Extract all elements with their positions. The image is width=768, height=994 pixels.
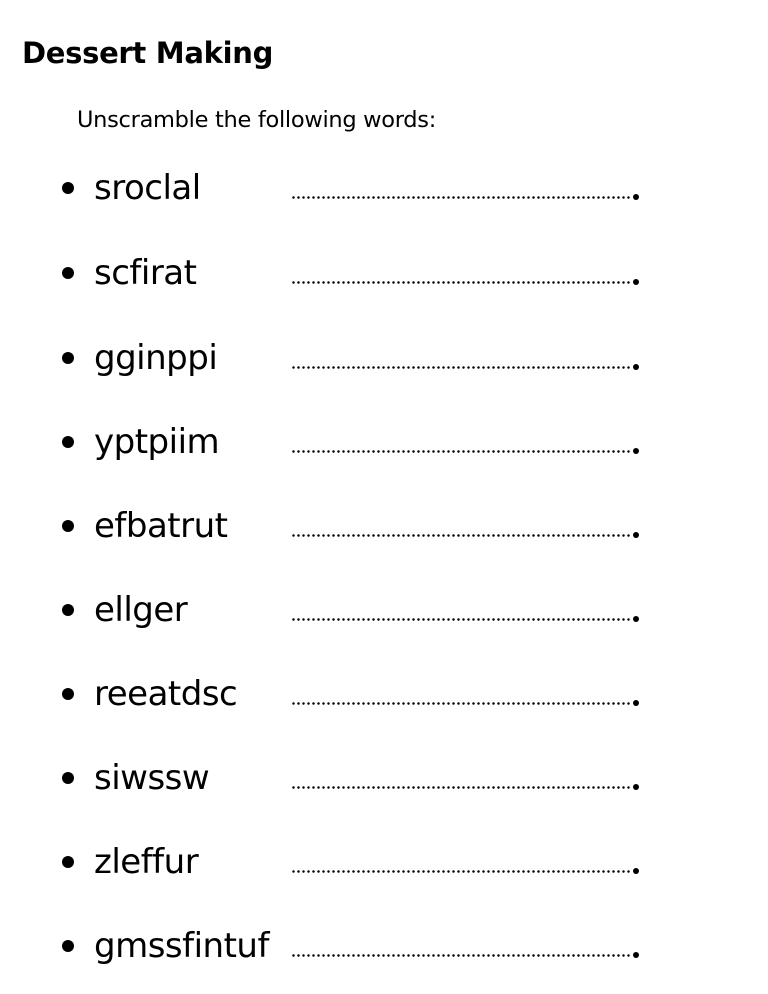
answer-blank-end xyxy=(633,952,639,958)
answer-blank[interactable] xyxy=(291,870,630,873)
bullet-icon xyxy=(62,604,74,616)
scrambled-word: ellger xyxy=(94,590,188,630)
bullet-icon xyxy=(62,772,74,784)
bullet-icon xyxy=(62,182,74,194)
answer-blank-end xyxy=(633,868,639,874)
scrambled-word: zleffur xyxy=(94,842,199,882)
scrambled-word: yptpiim xyxy=(94,422,220,462)
list-item xyxy=(0,754,768,802)
answer-blank-end xyxy=(633,700,639,706)
list-item xyxy=(0,922,768,970)
answer-blank-end xyxy=(633,194,639,200)
answer-blank[interactable] xyxy=(291,786,630,789)
list-item xyxy=(0,586,768,634)
list-item xyxy=(0,334,768,382)
scrambled-word: scfirat xyxy=(94,253,197,293)
list-item xyxy=(0,838,768,886)
worksheet-title: Dessert Making xyxy=(22,36,274,70)
answer-blank[interactable] xyxy=(291,281,630,284)
bullet-icon xyxy=(62,352,74,364)
bullet-icon xyxy=(62,520,74,532)
answer-blank[interactable] xyxy=(291,618,630,621)
answer-blank-end xyxy=(633,532,639,538)
answer-blank[interactable] xyxy=(291,954,630,957)
bullet-icon xyxy=(62,940,74,952)
answer-blank-end xyxy=(633,616,639,622)
scrambled-word: siwssw xyxy=(94,758,210,798)
list-item xyxy=(0,249,768,297)
bullet-icon xyxy=(62,267,74,279)
list-item xyxy=(0,670,768,718)
list-item xyxy=(0,502,768,550)
answer-blank-end xyxy=(633,448,639,454)
bullet-icon xyxy=(62,688,74,700)
bullet-icon xyxy=(62,856,74,868)
answer-blank[interactable] xyxy=(291,450,630,453)
scrambled-word: gmssfintuf xyxy=(94,926,269,966)
instruction-text: Unscramble the following words: xyxy=(77,107,436,133)
bullet-icon xyxy=(62,436,74,448)
answer-blank[interactable] xyxy=(291,366,630,369)
scrambled-word: gginppi xyxy=(94,338,218,378)
list-item xyxy=(0,418,768,466)
answer-blank-end xyxy=(633,364,639,370)
scrambled-word: efbatrut xyxy=(94,506,228,546)
list-item xyxy=(0,164,768,212)
scrambled-word: sroclal xyxy=(94,168,201,208)
answer-blank[interactable] xyxy=(291,534,630,537)
answer-blank[interactable] xyxy=(291,196,630,199)
answer-blank[interactable] xyxy=(291,702,630,705)
answer-blank-end xyxy=(633,784,639,790)
scrambled-word: reeatdsc xyxy=(94,674,238,714)
answer-blank-end xyxy=(633,279,639,285)
